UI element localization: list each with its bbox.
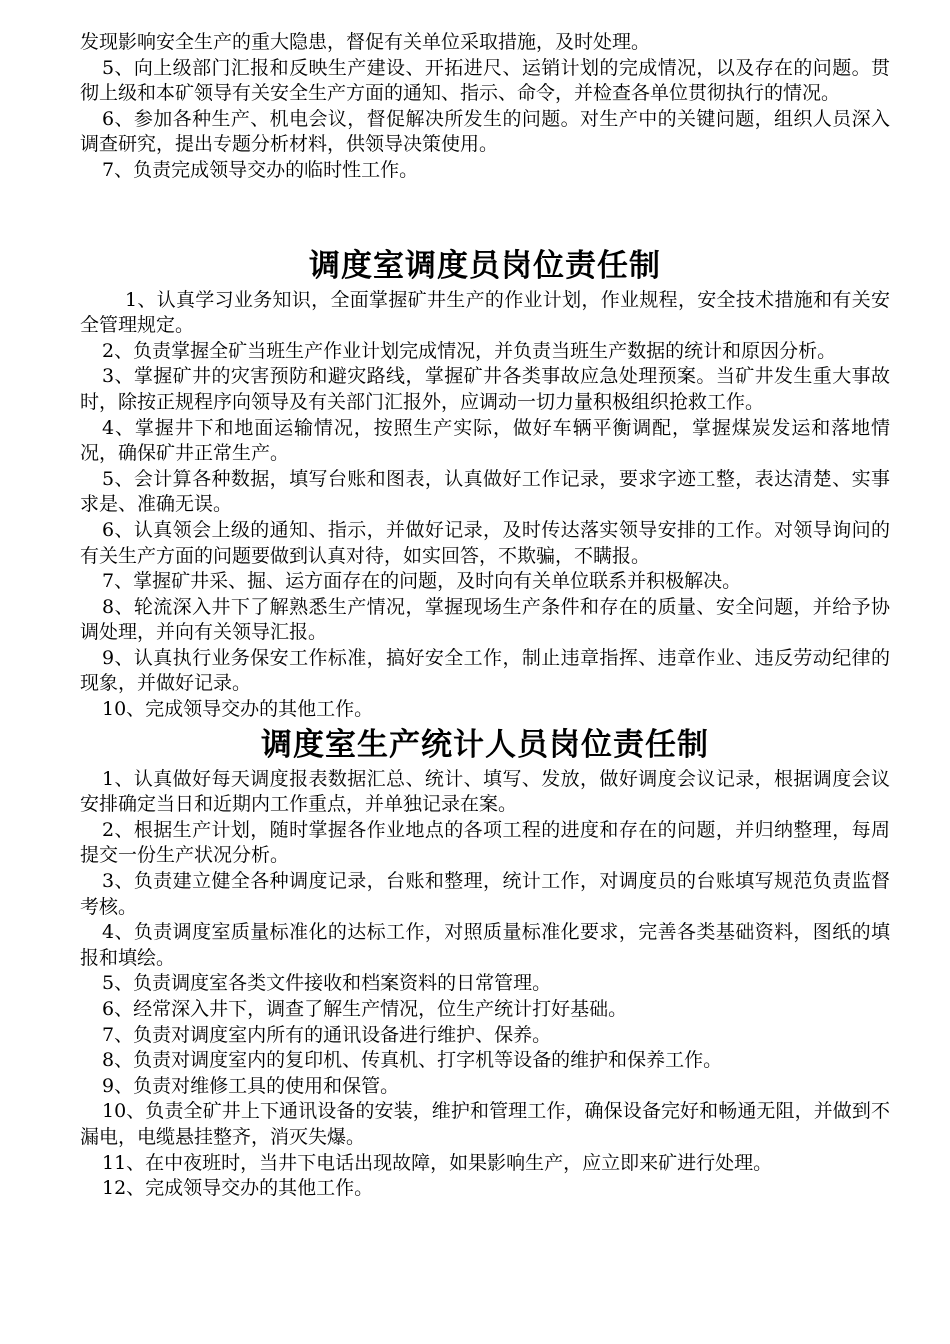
list-item: 8、负责对调度室内的复印机、传真机、打字机等设备的维护和保养工作。 xyxy=(102,1049,723,1072)
paragraph: 6、参加各种生产、机电会议，督促解决所发生的问题。对生产中的关键问题，组织人员深入调查研究，提出专题分析材料，供领导决策使用。 xyxy=(80,107,890,156)
document-page xyxy=(80,30,890,1202)
list-item: 4、掌握井下和地面运输情况，按照生产实际，做好车辆平衡调配，掌握煤炭发运和落地情况，确保矿井正常生产。 xyxy=(80,416,890,465)
list-item: 10、完成领导交办的其他工作。 xyxy=(102,698,374,721)
list-item: 5、会计算各种数据，填写台账和图表，认真做好工作记录，要求字迹工整，表达清楚、实事求是、准确无误。 xyxy=(80,467,890,516)
list-item: 2、根据生产计划，随时掌握各作业地点的各项工程的进度和存在的问题，并归纳整理，每周提交一份生产状况分析。 xyxy=(80,818,890,867)
section-continued xyxy=(80,30,890,184)
list-item: 3、负责建立健全各种调度记录，台账和整理，统计工作，对调度员的台账填写规范负责监督考核。 xyxy=(80,870,890,918)
list-item: 1、认真学习业务知识，全面掌握矿井生产的作业计划，作业规程，安全技术措施和有关安全管理规定。 xyxy=(80,288,890,337)
list-item: 6、经常深入井下，调查了解生产情况，位生产统计打好基础。 xyxy=(102,998,628,1020)
list-item: 3、掌握矿井的灾害预防和避灾路线，掌握矿井各类事故应急处理预案。当矿井发生重大事故时，除按正规程序向领导及有关部门汇报外，应调动一切力量积极组织抢救工作。 xyxy=(80,365,890,413)
list-item: 6、认真领会上级的通知、指示，并做好记录，及时传达落实领导安排的工作。对领导询问的有关生产方面的问题要做到认真对待，如实回答，不欺骗，不瞒报。 xyxy=(80,518,890,567)
list-item: 7、负责对调度室内所有的通讯设备进行维护、保养。 xyxy=(102,1023,552,1046)
paragraph: 5、向上级部门汇报和反映生产建设、开拓进尺、运销计划的完成情况，以及存在的问题。贯彻上级和本矿领导有关安全生产方面的通知、指示、命令，并检查各单位贯彻执行的情况。 xyxy=(80,56,890,105)
section-title: 调度室调度员岗位责任制 xyxy=(309,247,661,284)
section-statistics-duties xyxy=(80,723,890,1202)
list-item: 2、负责掌握全矿当班生产作业计划完成情况，并负责当班生产数据的统计和原因分析。 xyxy=(102,339,837,362)
section-dispatcher-duties xyxy=(80,244,890,723)
list-item: 9、认真执行业务保安工作标准，搞好安全工作，制止违章指挥、违章作业、违反劳动纪律的现象，并做好记录。 xyxy=(80,646,890,695)
list-item: 10、负责全矿井上下通讯设备的安装，维护和管理工作，确保设备完好和畅通无阻，并做到不漏电，电缆悬挂整齐，消灭失爆。 xyxy=(80,1100,890,1148)
list-item: 4、负责调度室质量标准化的达标工作，对照质量标准化要求，完善各类基础资料，图纸的填报和填绘。 xyxy=(80,921,890,969)
list-item: 8、轮流深入井下了解熟悉生产情况，掌握现场生产条件和存在的质量、安全问题，并给予协调处理，并向有关领导汇报。 xyxy=(80,595,890,644)
list-item: 1、认真做好每天调度报表数据汇总、统计、填写、发放，做好调度会议记录，根据调度会议安排确定当日和近期内工作重点，并单独记录在案。 xyxy=(80,767,890,816)
section-title: 调度室生产统计人员岗位责任制 xyxy=(261,726,709,763)
paragraph: 7、负责完成领导交办的临时性工作。 xyxy=(102,158,419,181)
list-item: 7、掌握矿井采、掘、运方面存在的问题，及时向有关单位联系并积极解决。 xyxy=(102,570,742,593)
section-spacer xyxy=(80,184,890,244)
paragraph: 发现影响安全生产的重大隐患，督促有关单位采取措施，及时处理。 xyxy=(80,31,651,53)
list-item: 5、负责调度室各类文件接收和档案资料的日常管理。 xyxy=(102,972,552,995)
list-item: 12、完成领导交办的其他工作。 xyxy=(102,1177,374,1200)
list-item: 11、在中夜班时，当井下电话出现故障，如果影响生产，应立即来矿进行处理。 xyxy=(102,1151,773,1174)
list-item: 9、负责对维修工具的使用和保管。 xyxy=(102,1074,400,1097)
